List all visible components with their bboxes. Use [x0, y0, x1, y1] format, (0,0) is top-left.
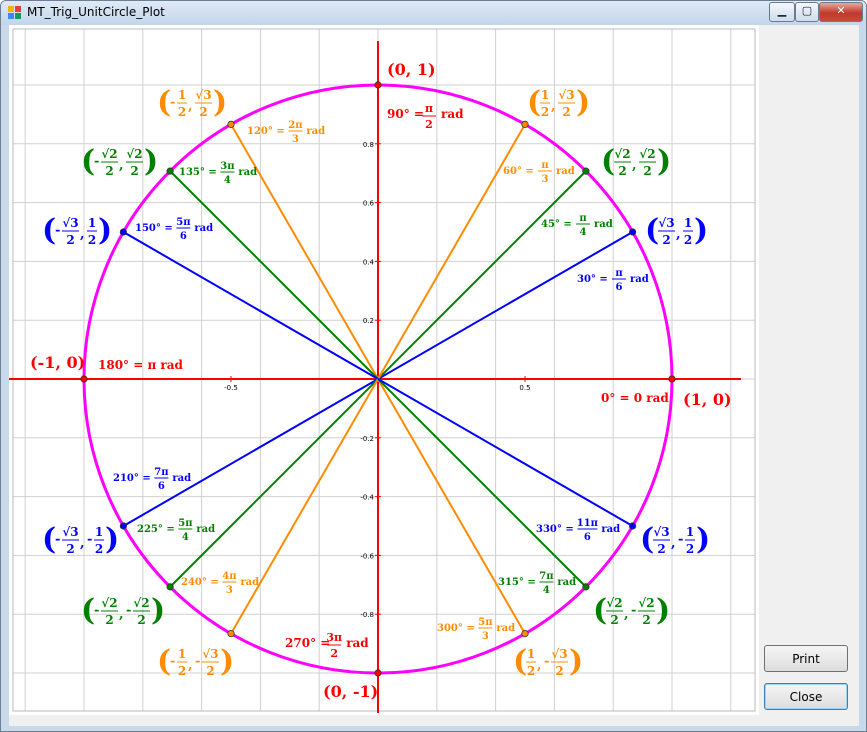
angle-label-den-300: 3	[481, 631, 489, 642]
x-tick-label: 0.5	[519, 384, 531, 392]
point-30	[629, 229, 635, 235]
y-tick-label: -0.8	[360, 611, 374, 620]
angle-label-150: 150° =	[135, 223, 173, 234]
y-tick-label: 0.2	[362, 317, 374, 326]
coord-x-135-num: √2	[101, 147, 118, 161]
coord-y-315-sign: -	[631, 603, 637, 618]
coord-x-225-den: 2	[105, 613, 114, 627]
coord-x-150-num: √3	[62, 216, 79, 230]
plot-canvas	[9, 25, 759, 715]
coord-paren-close-240: )	[220, 644, 235, 679]
coord-paren-close-315: )	[656, 593, 671, 628]
window-title: MT_Trig_UnitCircle_Plot	[27, 5, 165, 19]
angle-label-rad-330: rad	[601, 524, 621, 535]
coord-y-45-num: √2	[639, 147, 656, 161]
angle-label-num-300: 5π	[478, 617, 493, 628]
radius-line-150	[123, 232, 378, 379]
angle-label-rad-45: rad	[594, 219, 613, 230]
coord-x-315-den: 2	[610, 613, 619, 627]
coord-paren-close-30: )	[694, 213, 709, 248]
coord-y-330-sign: -	[678, 532, 684, 547]
coord-x-240-den: 2	[177, 664, 187, 678]
coord-x-120-sign: -	[170, 95, 176, 110]
angle-label-rad-270: rad	[346, 636, 369, 650]
coord-y-315-den: 2	[642, 613, 651, 627]
angle-label-225: 225° =	[137, 524, 175, 535]
coord-paren-close-150: )	[98, 213, 113, 248]
angle-label-180: 180° = π rad	[98, 358, 183, 372]
angle-label-den-330: 6	[583, 532, 591, 543]
angle-label-30: 30° =	[577, 274, 608, 285]
coord-label-180: (-1, 0)	[30, 353, 86, 372]
angle-label-num-270: 3π	[326, 631, 343, 644]
coord-x-240-num: 1	[177, 647, 187, 661]
coord-x-330-den: 2	[657, 542, 666, 556]
coord-y-225-sign: -	[126, 603, 132, 618]
coord-x-150-sign: -	[55, 223, 61, 238]
angle-label-270: 270° =	[285, 636, 331, 650]
close-window-icon[interactable]: ✕	[819, 2, 863, 22]
coord-paren-close-330: )	[696, 522, 711, 557]
angle-label-num-30: π	[615, 268, 623, 279]
radius-line-300	[378, 379, 525, 634]
coord-comma-240: ,	[188, 658, 193, 673]
close-button[interactable]: Close	[764, 683, 848, 710]
coord-y-210-num: 1	[94, 525, 104, 539]
coord-x-150-den: 2	[66, 233, 75, 247]
coord-paren-close-120: )	[213, 85, 228, 120]
title-bar[interactable]	[1, 1, 866, 25]
angle-label-0: 0° = 0 rad	[601, 391, 669, 405]
coord-paren-open-150: (	[42, 213, 57, 248]
unit-circle-plot	[9, 25, 759, 715]
angle-label-den-45: 4	[579, 227, 587, 238]
coord-y-60-num: √3	[558, 88, 575, 102]
coord-comma-60: ,	[551, 99, 556, 114]
coord-paren-open-30: (	[645, 213, 660, 248]
coord-y-315-num: √2	[638, 596, 655, 610]
angle-label-num-150: 5π	[176, 217, 191, 228]
angle-label-rad-300: rad	[496, 623, 516, 634]
y-tick-label: 0.8	[362, 140, 374, 149]
coord-x-120-num: 1	[177, 88, 187, 102]
angle-label-rad-150: rad	[194, 223, 214, 234]
coord-y-300-num: √3	[551, 647, 568, 661]
coord-x-30-num: √3	[658, 216, 675, 230]
coord-label-90: (0, 1)	[387, 60, 436, 79]
angle-label-240: 240° =	[181, 577, 219, 588]
angle-label-rad-315: rad	[557, 577, 577, 588]
coord-comma-315: ,	[624, 607, 629, 622]
coord-y-330-num: 1	[685, 525, 695, 539]
angle-label-num-315: 7π	[539, 571, 554, 582]
angle-label-num-135: 3π	[220, 161, 235, 172]
angle-label-rad-210: rad	[172, 473, 192, 484]
coord-paren-close-225: )	[151, 593, 166, 628]
angle-label-120: 120° =	[247, 126, 285, 137]
coord-y-210-den: 2	[94, 542, 104, 556]
print-button[interactable]: Print	[764, 645, 848, 672]
angle-label-rad-30: rad	[630, 274, 649, 285]
coord-x-300-num: 1	[526, 647, 536, 661]
coord-label-270: (0, -1)	[323, 682, 379, 701]
y-tick-label: -0.4	[360, 493, 374, 502]
coord-x-60-den: 2	[540, 105, 550, 119]
coord-y-300-den: 2	[555, 664, 564, 678]
radius-line-210	[123, 379, 378, 526]
angle-label-rad-135: rad	[238, 167, 258, 178]
client-area	[9, 25, 859, 726]
coord-paren-open-45: (	[601, 144, 616, 179]
angle-label-rad-120: rad	[306, 126, 326, 137]
angle-label-den-135: 4	[223, 175, 231, 186]
angle-label-num-45: π	[579, 213, 587, 224]
x-tick-label: -0.5	[224, 384, 238, 392]
angle-label-den-240: 3	[225, 585, 233, 596]
angle-label-den-150: 6	[179, 231, 187, 242]
angle-label-135: 135° =	[179, 167, 217, 178]
maximize-icon[interactable]: ▢	[795, 2, 819, 22]
coord-paren-close-300: )	[569, 644, 584, 679]
coord-comma-150: ,	[80, 227, 85, 242]
angle-label-num-240: 4π	[222, 571, 237, 582]
point-300	[522, 630, 528, 636]
coord-y-30-num: 1	[683, 216, 693, 230]
coord-x-135-den: 2	[105, 164, 114, 178]
point-150	[120, 229, 126, 235]
radius-line-330	[378, 379, 633, 526]
point-240	[228, 630, 234, 636]
coord-paren-open-120: (	[157, 85, 172, 120]
angle-label-num-60: π	[541, 160, 549, 171]
coord-y-240-num: √3	[202, 647, 219, 661]
angle-label-num-225: 5π	[178, 518, 193, 529]
coord-y-135-den: 2	[130, 164, 139, 178]
angle-label-rad-60: rad	[556, 166, 575, 177]
coord-y-30-den: 2	[683, 233, 693, 247]
y-tick-label: 0.4	[362, 258, 374, 267]
point-210	[120, 523, 126, 529]
coord-comma-225: ,	[119, 607, 124, 622]
angle-label-45: 45° =	[541, 219, 572, 230]
coord-x-135-sign: -	[94, 154, 100, 169]
coord-x-330-num: √3	[653, 525, 670, 539]
angle-label-rad-90: rad	[441, 107, 464, 121]
angle-label-den-270: 2	[330, 647, 339, 660]
coord-paren-close-45: )	[657, 144, 672, 179]
coord-paren-open-330: (	[640, 522, 655, 557]
coord-comma-30: ,	[676, 227, 681, 242]
coord-x-45-den: 2	[618, 164, 627, 178]
radius-line-240	[231, 379, 378, 634]
coord-y-225-den: 2	[137, 613, 146, 627]
coord-paren-close-60: )	[576, 85, 591, 120]
coord-y-300-sign: -	[544, 654, 550, 669]
coord-x-300-den: 2	[526, 664, 536, 678]
coord-y-135-num: √2	[126, 147, 143, 161]
angle-label-den-90: 2	[425, 118, 433, 131]
coord-label-0: (1, 0)	[683, 390, 732, 409]
coord-x-45-num: √2	[614, 147, 631, 161]
angle-label-num-90: π	[424, 102, 434, 115]
angle-label-den-120: 3	[291, 134, 299, 145]
coord-y-120-num: √3	[195, 88, 212, 102]
radius-line-60	[378, 124, 525, 379]
point-60	[522, 121, 528, 127]
angle-label-60: 60° =	[503, 166, 534, 177]
y-tick-label: -0.6	[360, 552, 374, 561]
coord-paren-open-240: (	[157, 644, 172, 679]
coord-paren-open-300: (	[513, 644, 528, 679]
angle-label-rad-240: rad	[240, 577, 260, 588]
coord-y-150-den: 2	[87, 233, 97, 247]
y-tick-label: -0.2	[360, 434, 374, 443]
point-135	[167, 168, 173, 174]
coord-x-315-num: √2	[606, 596, 623, 610]
angle-label-90: 90° =	[387, 107, 424, 121]
coord-comma-300: ,	[537, 658, 542, 673]
coord-x-210-den: 2	[66, 542, 75, 556]
coord-x-225-num: √2	[101, 596, 118, 610]
coord-x-225-sign: -	[94, 603, 100, 618]
angle-label-315: 315° =	[498, 577, 536, 588]
coord-comma-135: ,	[119, 158, 124, 173]
point-315	[583, 584, 589, 590]
coord-x-30-den: 2	[662, 233, 671, 247]
point-120	[228, 121, 234, 127]
point-0	[669, 376, 675, 382]
coord-y-240-sign: -	[195, 654, 201, 669]
coord-paren-open-60: (	[527, 85, 542, 120]
point-330	[629, 523, 635, 529]
coord-y-225-num: √2	[133, 596, 150, 610]
point-270	[375, 670, 381, 676]
coord-x-240-sign: -	[170, 654, 176, 669]
coord-x-120-den: 2	[177, 105, 187, 119]
radius-line-120	[231, 124, 378, 379]
angle-label-num-120: 2π	[288, 120, 303, 131]
coord-comma-330: ,	[671, 536, 676, 551]
angle-label-num-330: 11π	[576, 518, 599, 529]
point-225	[167, 584, 173, 590]
coord-x-210-num: √3	[62, 525, 79, 539]
app-icon	[8, 6, 22, 20]
coord-y-45-den: 2	[643, 164, 652, 178]
angle-label-den-60: 3	[541, 174, 549, 185]
coord-comma-45: ,	[632, 158, 637, 173]
point-45	[583, 168, 589, 174]
angle-label-rad-225: rad	[196, 524, 216, 535]
angle-label-den-30: 6	[615, 282, 623, 293]
angle-label-300: 300° =	[437, 623, 475, 634]
point-90	[375, 82, 381, 88]
coord-paren-open-135: (	[81, 144, 96, 179]
coord-y-330-den: 2	[685, 542, 695, 556]
angle-label-den-225: 4	[181, 532, 189, 543]
radius-line-30	[378, 232, 633, 379]
minimize-icon[interactable]: ▁	[769, 2, 795, 22]
coord-y-210-sign: -	[87, 532, 93, 547]
coord-y-120-den: 2	[199, 105, 208, 119]
coord-x-210-sign: -	[55, 532, 61, 547]
angle-label-210: 210° =	[113, 473, 151, 484]
angle-label-330: 330° =	[536, 524, 574, 535]
coord-y-240-den: 2	[206, 664, 215, 678]
coord-paren-open-210: (	[42, 522, 57, 557]
point-180	[81, 376, 87, 382]
coord-paren-open-225: (	[81, 593, 96, 628]
coord-y-60-den: 2	[562, 105, 571, 119]
coord-y-150-num: 1	[87, 216, 97, 230]
y-tick-label: 0.6	[362, 199, 374, 208]
coord-comma-210: ,	[80, 536, 85, 551]
angle-label-den-210: 6	[157, 481, 165, 492]
coord-comma-120: ,	[188, 99, 193, 114]
angle-label-den-315: 4	[542, 585, 550, 596]
coord-paren-close-210: )	[105, 522, 120, 557]
coord-paren-close-135: )	[144, 144, 159, 179]
coord-x-60-num: 1	[540, 88, 550, 102]
angle-label-num-210: 7π	[154, 467, 169, 478]
coord-paren-open-315: (	[593, 593, 608, 628]
